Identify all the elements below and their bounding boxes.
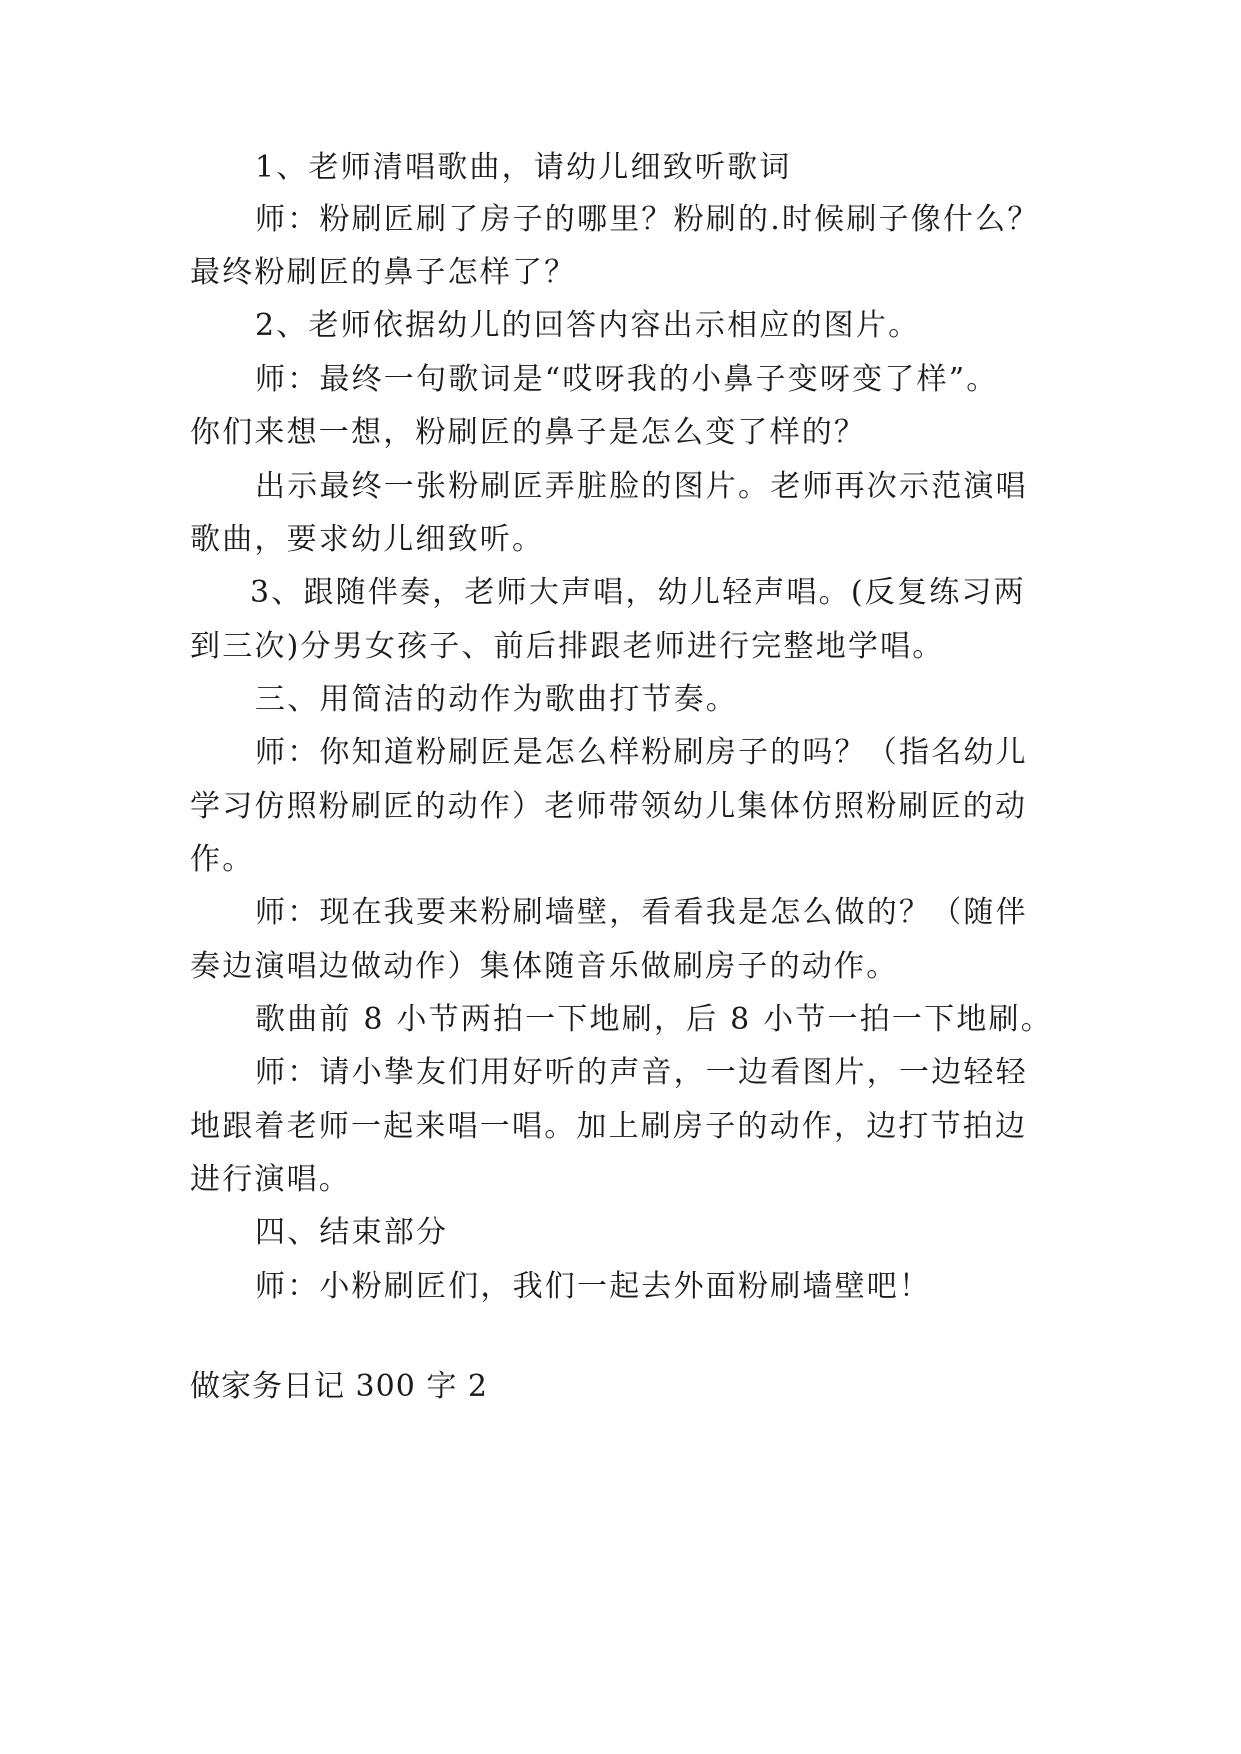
paragraph-line: 师：粉刷匠刷了房子的哪里？粉刷的.时候刷子像什么？ — [255, 202, 1040, 237]
paragraph-line: 师：你知道粉刷匠是怎么样粉刷房子的吗？（指名幼儿 — [255, 735, 1028, 770]
paragraph-line: 到三次)分男女孩子、前后排跟老师进行完整地学唱。 — [190, 629, 945, 664]
section-title: 做家务日记 300 字 2 — [190, 1369, 488, 1404]
paragraph-line: 师：小粉刷匠们，我们一起去外面粉刷墙壁吧！ — [255, 1269, 932, 1304]
paragraph-line: 歌曲前 8 小节两拍一下地刷，后 8 小节一拍一下地刷。 — [255, 1002, 1053, 1037]
paragraph-line: 学习仿照粉刷匠的动作）老师带领幼儿集体仿照粉刷匠的动 — [190, 789, 1028, 824]
paragraph-line: 3、跟随伴奏，老师大声唱，幼儿轻声唱。(反复练习两 — [250, 575, 1026, 610]
paragraph-line: 师：请小挚友们用好听的声音，一边看图片，一边轻轻 — [255, 1055, 1028, 1090]
paragraph-line: 出示最终一张粉刷匠弄脏脸的图片。老师再次示范演唱 — [255, 469, 1028, 504]
paragraph-line: 奏边演唱边做动作）集体随音乐做刷房子的动作。 — [190, 949, 899, 984]
paragraph-line: 地跟着老师一起来唱一唱。加上刷房子的动作，边打节拍边 — [190, 1109, 1028, 1144]
paragraph-line: 四、结束部分 — [255, 1215, 449, 1250]
paragraph-line: 作。 — [190, 842, 255, 877]
paragraph-line: 三、用简洁的动作为歌曲打节奏。 — [255, 682, 738, 717]
paragraph-line: 师：现在我要来粉刷墙壁，看看我是怎么做的？（随伴 — [255, 895, 1028, 930]
paragraph-line: 最终粉刷匠的鼻子怎样了？ — [190, 255, 577, 290]
paragraph-line: 2、老师依据幼儿的回答内容出示相应的图片。 — [255, 308, 921, 343]
paragraph-line: 进行演唱。 — [190, 1162, 351, 1197]
paragraph-line: 师：最终一句歌词是“哎呀我的小鼻子变呀变了样”。 — [255, 362, 999, 397]
paragraph-line: 歌曲，要求幼儿细致听。 — [190, 522, 545, 557]
paragraph-line: 1、老师清唱歌曲，请幼儿细致听歌词 — [255, 150, 792, 185]
paragraph-line: 你们来想一想，粉刷匠的鼻子是怎么变了样的？ — [190, 415, 867, 450]
